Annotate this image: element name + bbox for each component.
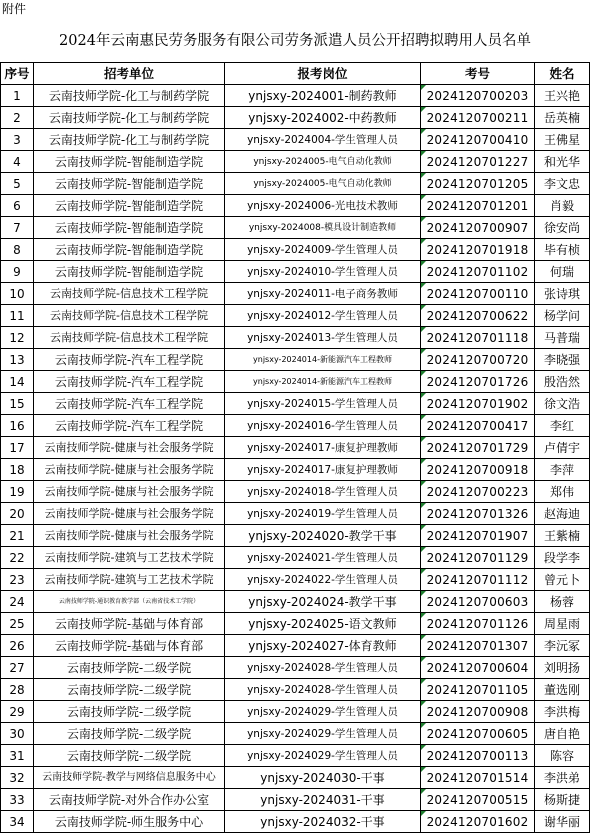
table-row — [1, 415, 590, 437]
cell-unit: 云南技师学院-智能制造学院 — [34, 217, 225, 239]
cell-position: ynjsxy-2024014-新能源汽车工程教师 — [225, 349, 421, 371]
cell-exam-number: 2024120701907 — [421, 525, 535, 547]
cell-unit: 云南技师学院-二级学院 — [34, 723, 225, 745]
cell-exam-number: 2024120700605 — [421, 723, 535, 745]
cell-unit: 云南技师学院-健康与社会服务学院 — [34, 503, 225, 525]
cell-name: 周星雨 — [535, 613, 590, 635]
cell-name: 董选刚 — [535, 679, 590, 701]
cell-exam-number: 2024120700918 — [421, 459, 535, 481]
cell-exam-number: 2024120701726 — [421, 371, 535, 393]
cell-seq: 24 — [1, 591, 34, 613]
cell-position: ynjsxy-2024022-学生管理人员 — [225, 569, 421, 591]
cell-name: 段学李 — [535, 547, 590, 569]
cell-exam-number: 2024120700515 — [421, 789, 535, 811]
cell-unit: 云南技师学院-化工与制药学院 — [34, 129, 225, 151]
table-row — [1, 217, 590, 239]
table-row — [1, 327, 590, 349]
cell-seq: 34 — [1, 811, 34, 833]
cell-position: ynjsxy-2024030-干事 — [225, 767, 421, 789]
cell-exam-number: 2024120700417 — [421, 415, 535, 437]
cell-position: ynjsxy-2024028-学生管理人员 — [225, 657, 421, 679]
cell-name: 李沅冢 — [535, 635, 590, 657]
table-header-row — [1, 63, 590, 85]
hire-list-table — [0, 62, 590, 833]
cell-seq: 29 — [1, 701, 34, 723]
cell-seq: 26 — [1, 635, 34, 657]
cell-unit: 云南技师学院-通识教育教学部（云南省技术工学院） — [34, 591, 225, 613]
header-unit: 招考单位 — [34, 63, 225, 85]
cell-name: 李红 — [535, 415, 590, 437]
cell-unit: 云南技师学院-汽车工程学院 — [34, 415, 225, 437]
cell-position: ynjsxy-2024029-学生管理人员 — [225, 723, 421, 745]
table-row — [1, 723, 590, 745]
cell-seq: 2 — [1, 107, 34, 129]
cell-seq: 27 — [1, 657, 34, 679]
cell-seq: 25 — [1, 613, 34, 635]
cell-exam-number: 2024120701201 — [421, 195, 535, 217]
cell-exam-number: 2024120700604 — [421, 657, 535, 679]
cell-seq: 28 — [1, 679, 34, 701]
cell-seq: 14 — [1, 371, 34, 393]
cell-exam-number: 2024120701729 — [421, 437, 535, 459]
cell-exam-number: 2024120700720 — [421, 349, 535, 371]
cell-seq: 18 — [1, 459, 34, 481]
cell-name: 杨斯捷 — [535, 789, 590, 811]
cell-position: ynjsxy-2024002-中药教师 — [225, 107, 421, 129]
cell-name: 岳英楠 — [535, 107, 590, 129]
cell-position: ynjsxy-2024020-教学干事 — [225, 525, 421, 547]
cell-position: ynjsxy-2024006-光电技术教师 — [225, 195, 421, 217]
attachment-label: 附件 — [2, 2, 27, 16]
cell-position: ynjsxy-2024008-模具设计制造教师 — [225, 217, 421, 239]
table-row — [1, 173, 590, 195]
cell-position: ynjsxy-2024009-学生管理人员 — [225, 239, 421, 261]
cell-name: 杨学问 — [535, 305, 590, 327]
cell-unit: 云南技师学院-化工与制药学院 — [34, 85, 225, 107]
cell-name: 王佛星 — [535, 129, 590, 151]
cell-seq: 10 — [1, 283, 34, 305]
cell-name: 何瑞 — [535, 261, 590, 283]
cell-unit: 云南技师学院-二级学院 — [34, 701, 225, 723]
cell-seq: 20 — [1, 503, 34, 525]
cell-name: 和光华 — [535, 151, 590, 173]
cell-exam-number: 2024120701902 — [421, 393, 535, 415]
cell-unit: 云南技师学院-汽车工程学院 — [34, 371, 225, 393]
header-exam-number: 考号 — [421, 63, 535, 85]
cell-position: ynjsxy-2024028-学生管理人员 — [225, 679, 421, 701]
cell-name: 刘明扬 — [535, 657, 590, 679]
table-row — [1, 679, 590, 701]
cell-position: ynjsxy-2024027-体育教师 — [225, 635, 421, 657]
cell-seq: 19 — [1, 481, 34, 503]
cell-exam-number: 2024120701102 — [421, 261, 535, 283]
cell-position: ynjsxy-2024024-教学干事 — [225, 591, 421, 613]
cell-name: 王兴艳 — [535, 85, 590, 107]
table-row — [1, 591, 590, 613]
cell-position: ynjsxy-2024018-学生管理人员 — [225, 481, 421, 503]
cell-seq: 17 — [1, 437, 34, 459]
cell-name: 陈容 — [535, 745, 590, 767]
cell-seq: 6 — [1, 195, 34, 217]
table-row — [1, 283, 590, 305]
cell-seq: 12 — [1, 327, 34, 349]
cell-position: ynjsxy-2024015-学生管理人员 — [225, 393, 421, 415]
cell-position: ynjsxy-2024025-语文教师 — [225, 613, 421, 635]
table-row — [1, 393, 590, 415]
cell-unit: 云南技师学院-二级学院 — [34, 657, 225, 679]
table-row — [1, 811, 590, 833]
cell-position: ynjsxy-2024017-康复护理教师 — [225, 437, 421, 459]
cell-name: 毕有桢 — [535, 239, 590, 261]
cell-unit: 云南技师学院-信息技术工程学院 — [34, 327, 225, 349]
cell-seq: 32 — [1, 767, 34, 789]
cell-name: 张诗琪 — [535, 283, 590, 305]
table-row — [1, 767, 590, 789]
cell-name: 李萍 — [535, 459, 590, 481]
cell-position: ynjsxy-2024029-学生管理人员 — [225, 745, 421, 767]
cell-name: 杨蓉 — [535, 591, 590, 613]
cell-seq: 13 — [1, 349, 34, 371]
table-row — [1, 107, 590, 129]
cell-exam-number: 2024120701307 — [421, 635, 535, 657]
table-row — [1, 305, 590, 327]
cell-position: ynjsxy-2024013-学生管理人员 — [225, 327, 421, 349]
cell-position: ynjsxy-2024032-干事 — [225, 811, 421, 833]
cell-unit: 云南技师学院-智能制造学院 — [34, 239, 225, 261]
cell-unit: 云南技师学院-健康与社会服务学院 — [34, 481, 225, 503]
cell-unit: 云南技师学院-健康与社会服务学院 — [34, 525, 225, 547]
table-row — [1, 129, 590, 151]
cell-position: ynjsxy-2024010-学生管理人员 — [225, 261, 421, 283]
table-row — [1, 239, 590, 261]
table-row — [1, 459, 590, 481]
table-row — [1, 635, 590, 657]
cell-seq: 23 — [1, 569, 34, 591]
cell-unit: 云南技师学院-汽车工程学院 — [34, 349, 225, 371]
table-row — [1, 437, 590, 459]
cell-exam-number: 2024120701514 — [421, 767, 535, 789]
cell-position: ynjsxy-2024031-干事 — [225, 789, 421, 811]
cell-exam-number: 2024120701118 — [421, 327, 535, 349]
cell-name: 王紫楠 — [535, 525, 590, 547]
table-row — [1, 547, 590, 569]
cell-exam-number: 2024120700223 — [421, 481, 535, 503]
cell-seq: 15 — [1, 393, 34, 415]
cell-unit: 云南技师学院-智能制造学院 — [34, 151, 225, 173]
table-row — [1, 261, 590, 283]
cell-exam-number: 2024120701326 — [421, 503, 535, 525]
table-row — [1, 349, 590, 371]
cell-unit: 云南技师学院-化工与制药学院 — [34, 107, 225, 129]
cell-position: ynjsxy-2024011-电子商务教师 — [225, 283, 421, 305]
cell-exam-number: 2024120700908 — [421, 701, 535, 723]
cell-name: 卢倩宇 — [535, 437, 590, 459]
cell-exam-number: 2024120700622 — [421, 305, 535, 327]
cell-seq: 21 — [1, 525, 34, 547]
document-title: 2024年云南惠民劳务服务有限公司劳务派遣人员公开招聘拟聘用人员名单 — [59, 33, 531, 49]
cell-seq: 5 — [1, 173, 34, 195]
header-position: 报考岗位 — [225, 63, 421, 85]
cell-position: ynjsxy-2024029-学生管理人员 — [225, 701, 421, 723]
cell-exam-number: 2024120700410 — [421, 129, 535, 151]
table-row — [1, 701, 590, 723]
cell-name: 李文忠 — [535, 173, 590, 195]
cell-exam-number: 2024120700603 — [421, 591, 535, 613]
cell-name: 郑伟 — [535, 481, 590, 503]
cell-seq: 8 — [1, 239, 34, 261]
cell-position: ynjsxy-2024005-电气自动化教师 — [225, 173, 421, 195]
cell-position: ynjsxy-2024004-学生管理人员 — [225, 129, 421, 151]
cell-name: 李晓强 — [535, 349, 590, 371]
cell-seq: 30 — [1, 723, 34, 745]
cell-name: 李洪梅 — [535, 701, 590, 723]
cell-unit: 云南技师学院-汽车工程学院 — [34, 393, 225, 415]
cell-exam-number: 2024120700907 — [421, 217, 535, 239]
cell-unit: 云南技师学院-智能制造学院 — [34, 261, 225, 283]
cell-exam-number: 2024120701227 — [421, 151, 535, 173]
cell-unit: 云南技师学院-师生服务中心 — [34, 811, 225, 833]
cell-name: 赵海迪 — [535, 503, 590, 525]
cell-seq: 9 — [1, 261, 34, 283]
cell-position: ynjsxy-2024012-学生管理人员 — [225, 305, 421, 327]
cell-unit: 云南技师学院-健康与社会服务学院 — [34, 459, 225, 481]
cell-exam-number: 2024120700203 — [421, 85, 535, 107]
cell-position: ynjsxy-2024021-学生管理人员 — [225, 547, 421, 569]
cell-exam-number: 2024120700113 — [421, 745, 535, 767]
cell-unit: 云南技师学院-教学与网络信息服务中心 — [34, 767, 225, 789]
cell-position: ynjsxy-2024001-制药教师 — [225, 85, 421, 107]
header-name: 姓名 — [535, 63, 590, 85]
cell-unit: 云南技师学院-健康与社会服务学院 — [34, 437, 225, 459]
cell-name: 徐文浩 — [535, 393, 590, 415]
table-row — [1, 371, 590, 393]
cell-seq: 31 — [1, 745, 34, 767]
cell-name: 曾元卜 — [535, 569, 590, 591]
cell-exam-number: 2024120701602 — [421, 811, 535, 833]
cell-seq: 4 — [1, 151, 34, 173]
cell-unit: 云南技师学院-对外合作办公室 — [34, 789, 225, 811]
cell-name: 徐安尚 — [535, 217, 590, 239]
cell-seq: 1 — [1, 85, 34, 107]
cell-seq: 22 — [1, 547, 34, 569]
cell-exam-number: 2024120700110 — [421, 283, 535, 305]
cell-unit: 云南技师学院-基础与体育部 — [34, 635, 225, 657]
table-row — [1, 85, 590, 107]
table-row — [1, 569, 590, 591]
cell-position: ynjsxy-2024014-新能源汽车工程教师 — [225, 371, 421, 393]
table-row — [1, 503, 590, 525]
table-row — [1, 613, 590, 635]
cell-exam-number: 2024120701129 — [421, 547, 535, 569]
cell-seq: 7 — [1, 217, 34, 239]
cell-position: ynjsxy-2024016-学生管理人员 — [225, 415, 421, 437]
cell-unit: 云南技师学院-基础与体育部 — [34, 613, 225, 635]
cell-exam-number: 2024120701126 — [421, 613, 535, 635]
cell-seq: 33 — [1, 789, 34, 811]
table-row — [1, 481, 590, 503]
cell-unit: 云南技师学院-信息技术工程学院 — [34, 283, 225, 305]
cell-unit: 云南技师学院-建筑与工艺技术学院 — [34, 547, 225, 569]
cell-unit: 云南技师学院-智能制造学院 — [34, 173, 225, 195]
cell-position: ynjsxy-2024005-电气自动化教师 — [225, 151, 421, 173]
cell-unit: 云南技师学院-二级学院 — [34, 679, 225, 701]
cell-exam-number: 2024120701105 — [421, 679, 535, 701]
cell-name: 殷浩然 — [535, 371, 590, 393]
cell-unit: 云南技师学院-智能制造学院 — [34, 195, 225, 217]
cell-name: 唐自艳 — [535, 723, 590, 745]
cell-name: 李洪弟 — [535, 767, 590, 789]
cell-name: 谢华丽 — [535, 811, 590, 833]
cell-seq: 16 — [1, 415, 34, 437]
table-row — [1, 195, 590, 217]
cell-position: ynjsxy-2024017-康复护理教师 — [225, 459, 421, 481]
cell-unit: 云南技师学院-建筑与工艺技术学院 — [34, 569, 225, 591]
cell-seq: 3 — [1, 129, 34, 151]
cell-exam-number: 2024120700211 — [421, 107, 535, 129]
cell-seq: 11 — [1, 305, 34, 327]
table-row — [1, 525, 590, 547]
cell-name: 肖毅 — [535, 195, 590, 217]
cell-exam-number: 2024120701918 — [421, 239, 535, 261]
cell-name: 马普瑞 — [535, 327, 590, 349]
cell-position: ynjsxy-2024019-学生管理人员 — [225, 503, 421, 525]
header-seq: 序号 — [1, 63, 34, 85]
cell-unit: 云南技师学院-二级学院 — [34, 745, 225, 767]
cell-unit: 云南技师学院-信息技术工程学院 — [34, 305, 225, 327]
table-row — [1, 745, 590, 767]
table-row — [1, 657, 590, 679]
cell-exam-number: 2024120701205 — [421, 173, 535, 195]
table-row — [1, 151, 590, 173]
cell-exam-number: 2024120701112 — [421, 569, 535, 591]
